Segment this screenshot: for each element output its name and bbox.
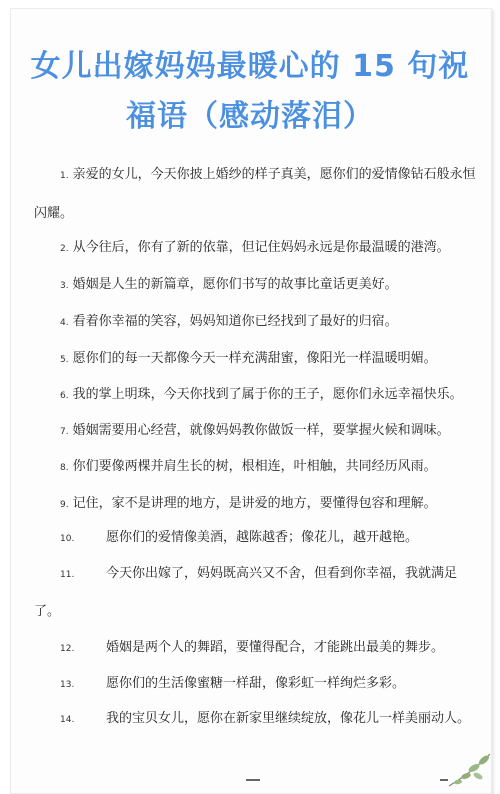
list-item: [60, 386, 463, 405]
item-number: 9.: [60, 500, 69, 510]
item-text-continuation: 了。: [34, 604, 61, 619]
list-item: [60, 276, 398, 295]
item-text: 婚姻是人生的新篇章，愿你们书写的故事比童话更美好。: [72, 277, 398, 292]
item-text: 亲爱的女儿，今天你披上婚纱的样子真美，愿你们的爱情像钻石般永恒: [72, 167, 476, 182]
list-item: [60, 529, 418, 548]
list-item-continuation: [34, 603, 60, 621]
item-text: 看着你幸福的笑容，妈妈知道你已经找到了最好的归宿。: [72, 314, 398, 329]
item-number: 12.: [60, 644, 75, 654]
item-number: 10.: [60, 534, 75, 544]
list-item: [60, 313, 398, 332]
item-number: 3.: [60, 281, 69, 291]
document-title-line-2: 福语（感动落泪）: [126, 99, 374, 134]
leaf-decoration-icon: [444, 748, 494, 788]
item-number: 14.: [60, 715, 75, 725]
item-number: 5.: [60, 355, 69, 365]
item-text: 我的掌上明珠，今天你找到了属于你的王子，愿你们永远幸福快乐。: [72, 387, 463, 402]
list-item: [60, 239, 450, 258]
item-number: 11.: [60, 570, 75, 580]
item-text: 从今往后，你有了新的依靠，但记住妈妈永远是你最温暖的港湾。: [72, 240, 450, 255]
item-text: 记住，家不是讲理的地方，是讲爱的地方，要懂得包容和理解。: [72, 496, 437, 511]
list-item: [60, 350, 437, 369]
item-text: 今天你出嫁了，妈妈既高兴又不舍，但看到你幸福，我就满足: [106, 566, 458, 581]
document-title-line-1: 女儿出嫁妈妈最暖心的 15 句祝: [30, 49, 470, 84]
item-number: 2.: [60, 244, 69, 254]
list-item: [60, 458, 437, 477]
item-number: 1.: [60, 171, 69, 181]
item-text: 愿你们的爱情像美酒，越陈越香；像花儿，越开越艳。: [106, 530, 419, 545]
item-number: 4.: [60, 318, 69, 328]
item-text: 婚姻是两个人的舞蹈，要懂得配合，才能跳出最美的舞步。: [106, 640, 445, 655]
item-text: 婚姻需要用心经营，就像妈妈教你做饭一样，要掌握火候和调味。: [72, 423, 450, 438]
list-item: [60, 639, 444, 658]
list-item: [60, 710, 470, 729]
list-item: [60, 675, 405, 694]
item-number: 7.: [60, 427, 69, 437]
list-item: [60, 422, 450, 441]
list-item-continuation: [34, 205, 73, 223]
item-number: 8.: [60, 463, 69, 473]
item-number: 13.: [60, 680, 75, 690]
item-text: 我的宝贝女儿，愿你在新家里继续绽放，像花儿一样美丽动人。: [106, 711, 471, 726]
item-text: 愿你们的每一天都像今天一样充满甜蜜，像阳光一样温暖明媚。: [72, 351, 437, 366]
list-item: [60, 495, 437, 514]
page-edge-mark: [246, 779, 260, 781]
item-number: 6.: [60, 391, 69, 401]
item-text: 愿你们的生活像蜜糖一样甜，像彩虹一样绚烂多彩。: [106, 676, 406, 691]
list-item: [60, 565, 457, 584]
list-item: [60, 166, 476, 185]
item-text-continuation: 闪耀。: [34, 206, 74, 221]
item-text: 你们要像两棵并肩生长的树，根相连，叶相触，共同经历风雨。: [72, 459, 437, 474]
